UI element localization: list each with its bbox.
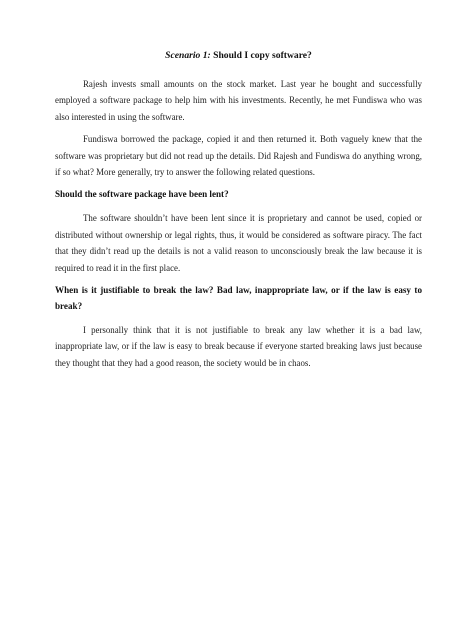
title-scenario-label: Scenario 1: [165,50,211,61]
paragraph-scenario-intro: Rajesh invests small amounts on the stock market. Last year he bought and successfully employed a software package to help him with his investments. Recently, he met Fundiswa who was also interested in using the software. [55,79,422,122]
answer-paragraph-lent: The software shouldn’t have been lent since it is proprietary and cannot be used, copied or distributed without ownership or legal rights, thus, it would be considered as software piracy. The fact that they didn’t read up the details is not a valid reason to unconsciously break the law because it is required to read it in the first place. [55,213,422,273]
question-heading-lent: Should the software package have been lent? [55,189,229,200]
paragraph-scenario-details: Fundiswa borrowed the package, copied it and then returned it. Both vaguely knew that the software was proprietary but did not read up the details. Did Rajesh and Fundiswa do anything wrong, if so what? More generally, try to answer the following related questions. [55,134,422,178]
question-heading-justifiable: When is it justifiable to break the law? Bad law, inappropriate law, or if the law is easy to break? [55,285,422,312]
document-title [55,50,422,62]
title-question: Should I copy software? [210,50,312,61]
answer-paragraph-justifiable: I personally think that it is not justifiable to break any law whether it is a bad law, inappropriate law, or if the law is easy to break because if everyone started breaking laws just because they thought that they had a good reason, the society would be in chaos. [55,325,422,368]
